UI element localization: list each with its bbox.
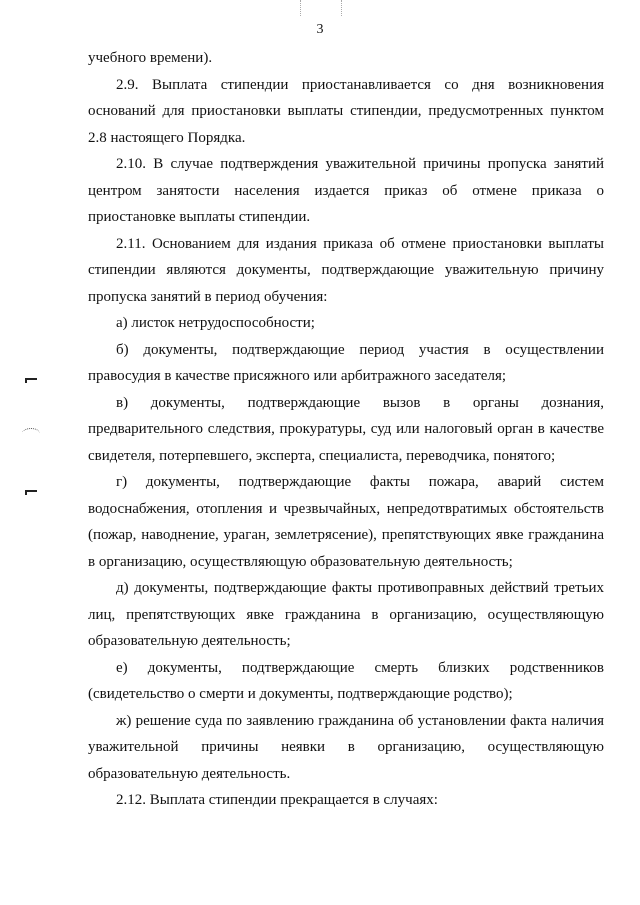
paragraph: 2.9. Выплата стипендии приостанавливается со дня возникновения оснований для приостановки выплаты стипендии, предусмотренных пунктом 2.8 настоящего Порядка. xyxy=(88,76,604,146)
paragraph: учебного времени). xyxy=(88,50,213,66)
page-number: 3 xyxy=(316,22,324,37)
list-item: г) документы, подтверждающие факты пожара, аварий систем водоснабжения, отопления и чрезвычайных, непредотвратимых обстоятельств (пожар, наводнение, ураган, землетрясение), препятствующих явке гражданина в организацию, осуществляющую образовательную деятельность; xyxy=(88,474,604,570)
margin-mark xyxy=(25,378,37,380)
punch-hole-mark xyxy=(22,428,40,439)
paragraph: 2.12. Выплата стипендии прекращается в случаях: xyxy=(116,792,438,808)
list-item: а) листок нетрудоспособности; xyxy=(116,315,315,331)
binding-marks xyxy=(300,0,342,16)
margin-mark xyxy=(25,490,37,492)
list-item: б) документы, подтверждающие период участия в осуществлении правосудия в качестве присяжного или арбитражного заседателя; xyxy=(88,341,604,384)
paragraph: 2.10. В случае подтверждения уважительной причины пропуска занятий центром занятости населения издается приказ об отмене приказа о приостановке выплаты стипендии. xyxy=(88,156,604,225)
list-item: в) документы, подтверждающие вызов в органы дознания, предварительного следствия, прокуратуры, суд или налоговый орган в качестве свидетеля, потерпевшего, эксперта, специалиста, переводчика, понятого; xyxy=(88,394,604,464)
paragraph: 2.11. Основанием для издания приказа об отмене приостановки выплаты стипендии являются документы, подтверждающие уважительную причину пропуска занятий в период обучения: xyxy=(88,235,604,305)
list-item: е) документы, подтверждающие смерть близких родственников (свидетельство о смерти и документы, подтверждающие родство); xyxy=(88,659,604,702)
list-item: ж) решение суда по заявлению гражданина об установлении факта наличия уважительной причины неявки в организацию, осуществляющую образовательную деятельность. xyxy=(88,712,604,782)
document-body xyxy=(88,45,604,814)
list-item: д) документы, подтверждающие факты противоправных действий третьих лиц, препятствующих явке гражданина в организацию, осуществляющую образовательную деятельность; xyxy=(88,580,604,649)
